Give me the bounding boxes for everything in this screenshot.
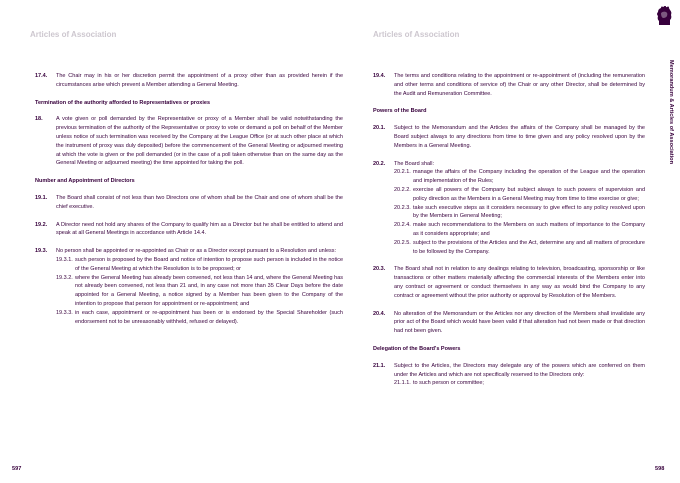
clause-text: A vote given or poll demanded by the Representative or proxy of a Member shall be valid notwithstanding the previous termination of the authority of the Representative or proxy to vote or demand a poll on behalf of the Member unless notice of such termination was received by the Company at the League Office (or at such other place at which the instrument of proxy was duly deposited) before the commencement of the General Meeting or adjourned meeting at which the vote is given or the poll demanded (or in the case of a poll taken otherwise than on the same day as the General Meeting or adjourned meeting) the time appointed for taking the poll. — [56, 116, 343, 167]
running-head-left: Articles of Association — [30, 30, 117, 39]
clause-21-1 — [373, 362, 645, 388]
sub-clause-text: exercise all powers of the Company but subject always to such powers of supervision and policy direction as the Members in a General Meeting may from time to time exercise or give; — [413, 186, 645, 202]
sub-clause-number: 19.3.3. — [56, 309, 73, 316]
premier-league-lion-logo — [654, 6, 674, 27]
clause-text: No alteration of the Memorandum or the Articles nor any direction of the Members shall invalidate any prior act of the Board which would have been valid if that alteration had not been made or that direction had not been given. — [394, 310, 645, 335]
clause-number: 18. — [35, 116, 43, 123]
sub-clause-19-3-3 — [56, 309, 343, 327]
clause-text: The Board shall: — [394, 160, 435, 167]
clause-19-3 — [35, 247, 343, 326]
page-number-left: 597 — [12, 466, 22, 472]
clause-number: 20.4. — [373, 310, 386, 317]
sub-clause-20-2-3 — [394, 204, 645, 222]
sub-clause-number: 21.1.1. — [394, 380, 411, 387]
clause-19-1 — [35, 194, 343, 212]
right-column — [373, 72, 645, 397]
sub-clause-20-2-4 — [394, 221, 645, 239]
clause-number: 19.4. — [373, 73, 386, 79]
clause-number: 19.1. — [35, 194, 48, 201]
sub-clause-number: 19.3.1. — [56, 256, 73, 263]
sub-clause-text: in each case, appointment or re-appointment has been or is endorsed by the Special Shareholder (such endorsement not to be unreasonably withheld, refused or delayed). — [75, 309, 343, 325]
section-heading-powers: Powers of the Board — [373, 108, 427, 115]
running-head-right: Articles of Association — [373, 30, 460, 39]
clause-18 — [35, 115, 343, 168]
section-heading-delegation: Delegation of the Board's Powers — [373, 345, 461, 352]
sub-clause-number: 20.2.3. — [394, 204, 411, 211]
sub-clause-text: make such recommendations to the Members on such matters of importance to the Company as it considers appropriate; and — [413, 222, 645, 237]
section-heading-directors: Number and Appointment of Directors — [35, 178, 135, 185]
sub-clause-text: to such person or committee; — [413, 380, 484, 387]
sub-clause-text: such person is proposed by the Board and notice of intention to propose such person is included in the notice of the General Meeting at which the Resolution is to be proposed; or — [75, 256, 343, 272]
clause-17-4 — [35, 72, 343, 90]
sub-clause-number: 20.2.2. — [394, 186, 411, 193]
clause-19-2 — [35, 221, 343, 239]
clause-text: Subject to the Articles, the Directors may delegate any of the powers which are conferred on them under the Articles and which are not specifically reserved to the Directors only: — [394, 362, 645, 378]
left-column — [35, 72, 343, 335]
clause-number: 21.1. — [373, 362, 386, 369]
page-number-right: 598 — [655, 466, 665, 472]
sub-clause-20-2-2 — [394, 186, 645, 204]
clause-text: The Board shall not in relation to any dealings relating to television, broadcasting, sponsorship or like transactions or other matters materially affecting the commercial interests of the Members enter into any contract or agreement or conduct themselves in any way as would bind the Company to any contract or agreement without the prior authority or approval by Resolution of the Members. — [394, 266, 645, 299]
clause-text: The Board shall consist of not less than two Directors one of whom shall be the Chair and one of whom shall be the chief executive. — [56, 194, 343, 210]
clause-text: The terms and conditions relating to the appointment or re-appointment of (including the remuneration and other terms and conditions of service of) the Chair or any other Director, shall be determined by the Audit and Remuneration Committee. — [394, 73, 645, 97]
section-heading-termination: Termination of the authority afforded to Representatives or proxies — [35, 99, 211, 106]
clause-20-1 — [373, 124, 645, 150]
clause-number: 17.4. — [35, 73, 48, 79]
clause-text: No person shall be appointed or re-appointed as Chair or as a Director except pursuant to a Resolution and unless: — [56, 248, 337, 255]
sub-clause-number: 20.2.1. — [394, 169, 411, 176]
clause-20-4 — [373, 310, 645, 336]
sub-clause-20-2-5 — [394, 239, 645, 257]
clause-text: A Director need not hold any shares of the Company to qualify him as a Director but he shall be entitled to attend and speak at all General Meetings in accordance with Article 14.4. — [56, 221, 343, 237]
clause-19-4 — [373, 72, 645, 98]
clause-text: The Chair may in his or her discretion permit the appointment of a proxy other than as provided herein if the circumstances arise which prevent a Member attending a General Meeting. — [56, 73, 343, 88]
clause-number: 20.2. — [373, 160, 386, 167]
sub-clause-19-3-2 — [56, 274, 343, 309]
sub-clause-text: subject to the provisions of the Articles and the Act, determine any and all matters of procedure to be followed by the Company. — [413, 239, 645, 255]
clause-number: 20.3. — [373, 266, 386, 273]
sub-clause-text: where the General Meeting has already been convened, not less than 14 and, where the General Meeting has not already been convened, not less than 21 and, in any case not more than 35 Clear Days before the date appointed for a General Meeting, a notice signed by a Member has been given to the Company of the intention to propose that person for appointment or re-appointment; and — [75, 274, 343, 307]
sub-clause-text: take such executive steps as it considers necessary to give effect to any policy resolved upon by the Members in General Meeting; — [413, 204, 645, 220]
clause-number: 19.3. — [35, 248, 48, 255]
side-section-label: Memorandum & Articles of Association — [668, 60, 674, 165]
sub-clause-number: 19.3.2. — [56, 274, 73, 281]
sub-clause-text: manage the affairs of the Company including the operation of the League and the operation and implementation of the Rules; — [413, 169, 645, 185]
clause-number: 19.2. — [35, 221, 48, 228]
clause-20-2 — [373, 160, 645, 257]
clause-20-3 — [373, 265, 645, 300]
clause-number: 20.1. — [373, 125, 386, 132]
clause-text: Subject to the Memorandum and the Articles the affairs of the Company shall be managed by the Board subject always to any directions from time to time given and any policy resolved upon by the Members in a General Meeting. — [394, 125, 645, 149]
sub-clause-19-3-1 — [56, 256, 343, 274]
sub-clause-20-2-1 — [394, 168, 645, 186]
sub-clause-number: 20.2.5. — [394, 239, 411, 246]
sub-clause-21-1-1 — [394, 379, 645, 388]
sub-clause-number: 20.2.4. — [394, 222, 411, 229]
